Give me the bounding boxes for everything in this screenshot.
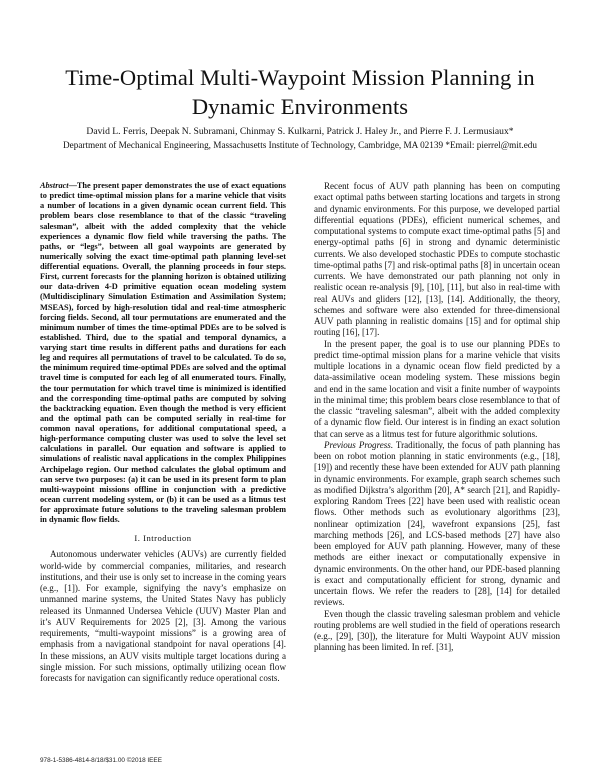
paragraph-previous-progress [314,440,560,609]
paragraph-recent-focus: Recent focus of AUV path planning has been on computing exact optimal paths between starting locations and targets in strong and dynamic environments. For this purpose, we developed partial differential equations (PDEs), efficient numerical schemes, and computational systems to compute exact time-optimal paths [5] and energy-optimal paths [6] in strong and dynamic deterministic currents. We also developed stochastic PDEs to compute stochastic time-optimal paths [7] and risk-optimal paths [8] in uncertain ocean currents. We have demonstrated our path planning not only in realistic ocean re-analysis [9], [10], [11], but also in real-time with real AUVs and gliders [12], [13], [14]. Additionally, the theory, schemes and software were also extended for three-dimensional AUV path planning in realistic domains [15] and for optimal ship routing [16], [17]. [314,181,560,338]
affiliation: Department of Mechanical Engineering, Massachusetts Institute of Technology, Cambridge, MA 02139 *Email: pierrel@mit.edu [63,140,537,150]
paragraph-present-goal: In the present paper, the goal is to use our planning PDEs to predict time-optimal mission plans for a marine vehicle that visits multiple locations in a dynamic ocean flow field predicted by a data-assimilative ocean modeling system. These missions begin and end in the same location and visit a finite number of waypoints in the minimal time; this problem bears close resemblance to that of the classic “traveling salesman”, albeit with the added complexity of a dynamic flow field. Our interest is in finding an exact solution that can serve as a litmus test for future algorithmic solutions. [314,338,560,439]
section-heading-introduction: I. Introduction [134,533,192,544]
abstract [40,181,286,525]
abstract-lead: Abstract [40,181,69,190]
paragraph-tsp: Even though the classic traveling salesman problem and vehicle routing problems are well studied in the field of operations research (e.g., [29], [30]), the literature for Multi Waypoint AUV mission planning has been limited. In ref. [31], [314,608,560,653]
left-column [40,181,286,684]
right-column [314,181,560,654]
abstract-body: —The present paper demonstrates the use of exact equations to predict time-optimal mission plans for a marine vehicle that visits a number of locations in a given dynamic ocean current field. This problem bears close resemblance to that of the classic “traveling salesman”, albeit with the added complexity that the vehicle experiences a dynamic flow field while traversing the paths. The paths, or “legs”, between all goal waypoints are generated by numerically solving the exact time-optimal path planning level-set differential equations. Overall, the planning proceeds in four steps. First, current forecasts for the planning horizon is obtained utilizing our data-driven 4-D primitive equation ocean modeling system (Multidisciplinary Simulation Estimation and Assimilation System; MSEAS), forced by high-resolution tidal and real-time atmospheric forcing fields. Second, all tour permutations are enumerated and the minimum number of times the time-optimal PDEs are to be solved is established. Third, due to the spatial and temporal dynamics, a varying start time results in different paths and durations for each leg and requires all permutations of travel to be calculated. To do so, the minimum required time-optimal PDEs are solved and the optimal travel time is computed for each leg of all enumerated tours. Finally, the tour permutation for which travel time is minimized is identified and the corresponding time-optimal paths are computed by solving the backtracking equation. Even though the method is very efficient and the optimal path can be computed serially in real-time for common naval operations, for additional computational speed, a high-performance computing cluster was used to solve the level set calculations in parallel. Our equation and software is applied to simulations of realistic naval applications in the complex Philippines Archipelago region. Our method calculates the global optimum and can serve two purposes: (a) it can be used in its present form to plan multi-waypoint missions offline in conjunction with a predictive ocean current modeling system, or (b) it can be used as a litmus test for approximate future solutions to the traveling salesman problem in dynamic flow fields. [40,181,286,525]
author-list: David L. Ferris, Deepak N. Subramani, Chinmay S. Kulkarni, Patrick J. Haley Jr., and Pierre F. J. Lermusiaux* [86,126,514,137]
previous-progress-text: Traditionally, the focus of path planning has been on robot motion planning in static environments (e.g., [18], [19]) and recently these have been extended for AUV path planning in dynamic environments. For example, graph search schemes such as modified Dijkstra’s algorithm [20], A* search [21], and Rapidly-exploring Random Trees [22] have been used with realistic ocean flows. Other methods such as evolutionary algorithms [23], nonlinear optimization [24], wavefront expansions [25], fast marching methods [26], and LCS-based methods [27] have also been employed for AUV path planning. However, many of these methods are either inexact or computationally expensive in dynamic environments. On the other hand, our PDE-based planning is exact and computationally efficient for strong, dynamic and uncertain flows. We refer the readers to [28], [14] for detailed reviews. [314,439,560,608]
intro-paragraph: Autonomous underwater vehicles (AUVs) are currently fielded world-wide by commercial companies, militaries, and research institutions, and their use is only set to increase in the coming years (e.g., [1]). For example, signifying the navy’s emphasize on unmanned marine systems, the United States Navy has publicly released its Unmanned Undersea Vehicle (UUV) Master Plan and it’s AUV Requirements for 2025 [2], [3]. Among the various requirements, “multi-waypoint missions” is a growing area of emphasis from a navigational standpoint for naval operations [4]. In these missions, an AUV visits multiple target locations during a single mission. For such missions, optimally utilizing ocean flow forecasts for navigation can significantly reduce operational costs. [40,549,286,683]
previous-progress-runin: Previous Progress. [324,439,394,450]
copyright-footer: 978-1-5386-4814-8/18/$31.00 ©2018 IEEE [40,757,162,764]
paper-title: Time-Optimal Multi-Waypoint Mission Planning in Dynamic Environments [65,65,535,120]
